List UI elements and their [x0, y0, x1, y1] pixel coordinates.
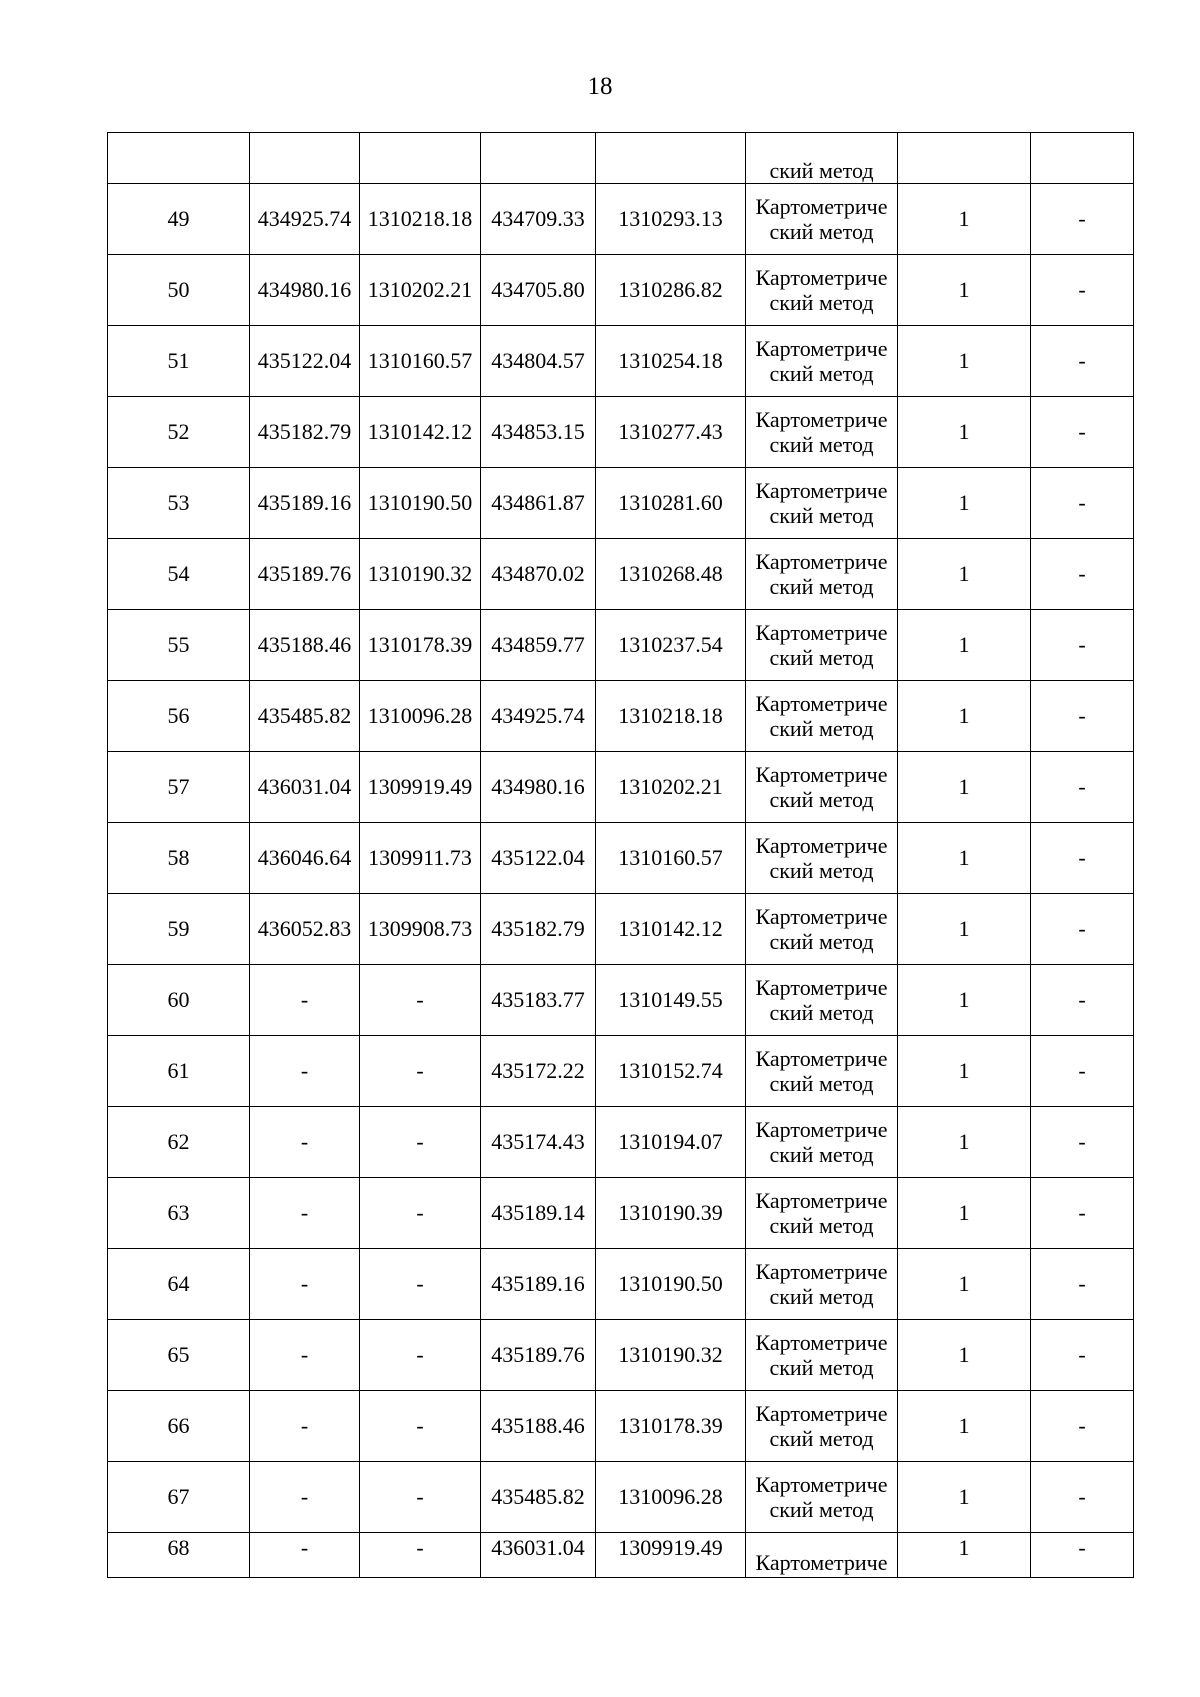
cell-x-new: 435485.82 [481, 1462, 596, 1533]
cell-y-existing: 1310190.32 [360, 539, 481, 610]
cell-note: - [1031, 255, 1134, 326]
cell-point-number: 56 [108, 681, 250, 752]
cell-y-existing: 1309919.49 [360, 752, 481, 823]
cell-y-new: 1310190.50 [596, 1249, 746, 1320]
cell-note: - [1031, 1391, 1134, 1462]
continuation-row [108, 133, 1134, 184]
table-row [108, 1036, 1134, 1107]
cell-x-new: 435174.43 [481, 1107, 596, 1178]
table-row [108, 1249, 1134, 1320]
cell-x-new: 434925.74 [481, 681, 596, 752]
cell-x-new: 434804.57 [481, 326, 596, 397]
cell-point-number: 50 [108, 255, 250, 326]
cell-point-number: 63 [108, 1178, 250, 1249]
table-row [108, 326, 1134, 397]
method-text-line-1: Картометриче [755, 265, 888, 290]
cell-accuracy [898, 133, 1031, 184]
cell-point-number: 57 [108, 752, 250, 823]
cell-y-new: 1310194.07 [596, 1107, 746, 1178]
method-text-tail: ский метод [769, 158, 874, 183]
cell-x-existing: 436046.64 [250, 823, 360, 894]
cell-x-existing: - [250, 1462, 360, 1533]
method-text-line-1: Картометриче [755, 1259, 888, 1284]
method-text-line-1: Картометриче [755, 549, 888, 574]
cell-y-existing: - [360, 1107, 481, 1178]
cell-note: - [1031, 965, 1134, 1036]
cell-y-existing [360, 133, 481, 184]
table-row [108, 1320, 1134, 1391]
cell-x-existing: - [250, 1533, 360, 1578]
cell-x-existing: - [250, 965, 360, 1036]
cell-method [746, 133, 898, 184]
cell-accuracy: 1 [898, 397, 1031, 468]
cell-method [746, 823, 898, 894]
cell-y-existing: - [360, 1249, 481, 1320]
cell-accuracy: 1 [898, 1533, 1031, 1578]
table-row [108, 184, 1134, 255]
cell-accuracy: 1 [898, 752, 1031, 823]
table-row [108, 752, 1134, 823]
cell-method [746, 1462, 898, 1533]
method-text-line-2: ский метод [769, 645, 874, 670]
cell-y-new: 1310178.39 [596, 1391, 746, 1462]
method-text-line-1: Картометриче [755, 1188, 888, 1213]
cell-point-number: 60 [108, 965, 250, 1036]
method-text-line-2: ский метод [769, 361, 874, 386]
cell-x-new: 434853.15 [481, 397, 596, 468]
cell-accuracy: 1 [898, 823, 1031, 894]
cell-x-new: 435189.76 [481, 1320, 596, 1391]
coordinates-table [107, 132, 1134, 1578]
cell-note: - [1031, 539, 1134, 610]
cell-y-existing: 1310202.21 [360, 255, 481, 326]
cell-note: - [1031, 681, 1134, 752]
cell-method [746, 1391, 898, 1462]
method-text-line-2: ский метод [769, 574, 874, 599]
page-number: 18 [587, 73, 613, 100]
cell-y-existing: 1310218.18 [360, 184, 481, 255]
cell-x-existing: - [250, 1107, 360, 1178]
cell-note [1031, 133, 1134, 184]
cell-y-existing: 1310190.50 [360, 468, 481, 539]
method-text-line-1: Картометриче [755, 194, 888, 219]
cell-y-existing: 1310178.39 [360, 610, 481, 681]
cell-y-new: 1310254.18 [596, 326, 746, 397]
method-text-line-1: Картометриче [755, 620, 888, 645]
cell-y-existing: - [360, 1320, 481, 1391]
cell-accuracy: 1 [898, 255, 1031, 326]
cell-point-number: 66 [108, 1391, 250, 1462]
cell-x-existing: 434980.16 [250, 255, 360, 326]
cell-x-existing: 435188.46 [250, 610, 360, 681]
cell-point-number: 55 [108, 610, 250, 681]
cell-point-number: 58 [108, 823, 250, 894]
method-text-line-1: Картометриче [755, 336, 888, 361]
cell-note: - [1031, 823, 1134, 894]
cell-y-existing: - [360, 1462, 481, 1533]
method-text-line-2: ский метод [769, 503, 874, 528]
table-row [108, 965, 1134, 1036]
cell-y-new: 1309919.49 [596, 1533, 746, 1578]
cell-note: - [1031, 1249, 1134, 1320]
cell-point-number: 64 [108, 1249, 250, 1320]
cell-point-number [108, 133, 250, 184]
cell-x-new: 434980.16 [481, 752, 596, 823]
cell-point-number: 54 [108, 539, 250, 610]
cell-x-new [481, 133, 596, 184]
method-text-line-1: Картометриче [755, 904, 888, 929]
cell-x-new: 434861.87 [481, 468, 596, 539]
cell-y-new: 1310149.55 [596, 965, 746, 1036]
table-row [108, 894, 1134, 965]
cell-x-existing: 435189.16 [250, 468, 360, 539]
cell-point-number: 53 [108, 468, 250, 539]
method-text-line-2: ский метод [769, 858, 874, 883]
cell-point-number: 65 [108, 1320, 250, 1391]
cell-method [746, 752, 898, 823]
cell-y-existing: - [360, 1036, 481, 1107]
cell-method [746, 184, 898, 255]
method-text-line-2: ский метод [769, 290, 874, 315]
cell-point-number: 52 [108, 397, 250, 468]
table-row [108, 468, 1134, 539]
cell-x-existing: - [250, 1178, 360, 1249]
cell-accuracy: 1 [898, 610, 1031, 681]
table-row [108, 397, 1134, 468]
cell-y-existing: - [360, 1391, 481, 1462]
cell-accuracy: 1 [898, 1036, 1031, 1107]
cell-x-existing: 436052.83 [250, 894, 360, 965]
cell-x-existing: - [250, 1320, 360, 1391]
method-text-line-1: Картометриче [755, 1472, 888, 1497]
method-text-line-2: ский метод [769, 1142, 874, 1167]
cell-accuracy: 1 [898, 184, 1031, 255]
cell-y-new: 1310281.60 [596, 468, 746, 539]
cell-x-new: 435172.22 [481, 1036, 596, 1107]
cell-note: - [1031, 1036, 1134, 1107]
cell-y-existing: - [360, 965, 481, 1036]
cell-x-new: 434705.80 [481, 255, 596, 326]
table-row-last [108, 1533, 1134, 1578]
cell-y-existing: 1310142.12 [360, 397, 481, 468]
cell-x-new: 434870.02 [481, 539, 596, 610]
cell-x-existing: 435189.76 [250, 539, 360, 610]
cell-point-number: 68 [108, 1533, 250, 1578]
cell-method [746, 1533, 898, 1578]
table-row [108, 823, 1134, 894]
cell-x-new: 435189.14 [481, 1178, 596, 1249]
cell-method [746, 610, 898, 681]
cell-accuracy: 1 [898, 1462, 1031, 1533]
method-text-line-1: Картометриче [755, 975, 888, 1000]
table-body [108, 133, 1134, 1578]
cell-note: - [1031, 1107, 1134, 1178]
method-text-line-2: ский метод [769, 219, 874, 244]
cell-accuracy: 1 [898, 1249, 1031, 1320]
cell-y-existing: 1310096.28 [360, 681, 481, 752]
cell-y-new: 1310293.13 [596, 184, 746, 255]
cell-method [746, 965, 898, 1036]
cell-x-new: 434709.33 [481, 184, 596, 255]
cell-x-existing: - [250, 1036, 360, 1107]
cell-x-existing: - [250, 1391, 360, 1462]
method-text-line-1: Картометриче [755, 1330, 888, 1355]
cell-x-existing: 434925.74 [250, 184, 360, 255]
cell-note: - [1031, 894, 1134, 965]
cell-method [746, 1320, 898, 1391]
cell-method [746, 255, 898, 326]
cell-y-new [596, 133, 746, 184]
cell-note: - [1031, 610, 1134, 681]
cell-x-existing: - [250, 1249, 360, 1320]
method-text-line-1: Картометриче [755, 1550, 888, 1575]
cell-note: - [1031, 1462, 1134, 1533]
table-row [108, 539, 1134, 610]
cell-method [746, 1107, 898, 1178]
cell-accuracy: 1 [898, 681, 1031, 752]
cell-x-existing: 435122.04 [250, 326, 360, 397]
cell-x-new: 435122.04 [481, 823, 596, 894]
method-text-line-2: ский метод [769, 1000, 874, 1025]
cell-note: - [1031, 184, 1134, 255]
cell-y-existing: 1309911.73 [360, 823, 481, 894]
method-text-line-1: Картометриче [755, 478, 888, 503]
method-text-line-2: ский метод [769, 787, 874, 812]
cell-x-new: 435182.79 [481, 894, 596, 965]
cell-x-existing [250, 133, 360, 184]
cell-y-new: 1310218.18 [596, 681, 746, 752]
cell-y-existing: 1309908.73 [360, 894, 481, 965]
cell-x-existing: 436031.04 [250, 752, 360, 823]
cell-y-existing: 1310160.57 [360, 326, 481, 397]
cell-x-new: 436031.04 [481, 1533, 596, 1578]
cell-point-number: 59 [108, 894, 250, 965]
cell-method [746, 539, 898, 610]
cell-point-number: 67 [108, 1462, 250, 1533]
cell-accuracy: 1 [898, 1391, 1031, 1462]
cell-y-new: 1310268.48 [596, 539, 746, 610]
method-text-line-1: Картометриче [755, 407, 888, 432]
cell-method [746, 1036, 898, 1107]
cell-note: - [1031, 1533, 1134, 1578]
cell-accuracy: 1 [898, 539, 1031, 610]
cell-note: - [1031, 326, 1134, 397]
method-text-line-2: ский метод [769, 1355, 874, 1380]
cell-y-new: 1310096.28 [596, 1462, 746, 1533]
cell-accuracy: 1 [898, 894, 1031, 965]
cell-y-new: 1310152.74 [596, 1036, 746, 1107]
method-text-line-2: ский метод [769, 1213, 874, 1238]
method-text-line-2: ский метод [769, 1284, 874, 1309]
cell-method [746, 326, 898, 397]
cell-method [746, 894, 898, 965]
method-text-line-2: ский метод [769, 1497, 874, 1522]
cell-y-existing: - [360, 1533, 481, 1578]
table-row [108, 1391, 1134, 1462]
cell-x-new: 435189.16 [481, 1249, 596, 1320]
method-text-line-1: Картометриче [755, 1046, 888, 1071]
method-text-line-2: ский метод [769, 432, 874, 457]
cell-x-existing: 435182.79 [250, 397, 360, 468]
cell-method [746, 1178, 898, 1249]
cell-y-new: 1310160.57 [596, 823, 746, 894]
cell-y-existing: - [360, 1178, 481, 1249]
cell-y-new: 1310190.32 [596, 1320, 746, 1391]
cell-accuracy: 1 [898, 1320, 1031, 1391]
table-row [108, 681, 1134, 752]
cell-note: - [1031, 468, 1134, 539]
method-text-line-2: ский метод [769, 1071, 874, 1096]
table-row [108, 1178, 1134, 1249]
cell-x-new: 434859.77 [481, 610, 596, 681]
cell-y-new: 1310142.12 [596, 894, 746, 965]
cell-x-new: 435183.77 [481, 965, 596, 1036]
table-row [108, 1462, 1134, 1533]
cell-method [746, 1249, 898, 1320]
cell-accuracy: 1 [898, 965, 1031, 1036]
cell-x-existing: 435485.82 [250, 681, 360, 752]
cell-point-number: 61 [108, 1036, 250, 1107]
method-text-line-1: Картометриче [755, 1401, 888, 1426]
method-text-line-1: Картометриче [755, 691, 888, 716]
cell-point-number: 49 [108, 184, 250, 255]
table-row [108, 255, 1134, 326]
cell-point-number: 51 [108, 326, 250, 397]
cell-method [746, 681, 898, 752]
cell-accuracy: 1 [898, 1178, 1031, 1249]
cell-note: - [1031, 1320, 1134, 1391]
cell-y-new: 1310190.39 [596, 1178, 746, 1249]
cell-method [746, 468, 898, 539]
cell-accuracy: 1 [898, 468, 1031, 539]
cell-accuracy: 1 [898, 326, 1031, 397]
cell-method [746, 397, 898, 468]
cell-x-new: 435188.46 [481, 1391, 596, 1462]
cell-y-new: 1310277.43 [596, 397, 746, 468]
method-text-line-2: ский метод [769, 1426, 874, 1451]
method-text-line-1: Картометриче [755, 1117, 888, 1142]
cell-note: - [1031, 752, 1134, 823]
cell-point-number: 62 [108, 1107, 250, 1178]
table-row [108, 1107, 1134, 1178]
cell-note: - [1031, 397, 1134, 468]
cell-note: - [1031, 1178, 1134, 1249]
cell-y-new: 1310286.82 [596, 255, 746, 326]
table-row [108, 610, 1134, 681]
method-text-line-1: Картометриче [755, 762, 888, 787]
cell-y-new: 1310237.54 [596, 610, 746, 681]
method-text-line-2: ский метод [769, 929, 874, 954]
cell-accuracy: 1 [898, 1107, 1031, 1178]
method-text-line-2: ский метод [769, 716, 874, 741]
cell-y-new: 1310202.21 [596, 752, 746, 823]
method-text-line-1: Картометриче [755, 833, 888, 858]
